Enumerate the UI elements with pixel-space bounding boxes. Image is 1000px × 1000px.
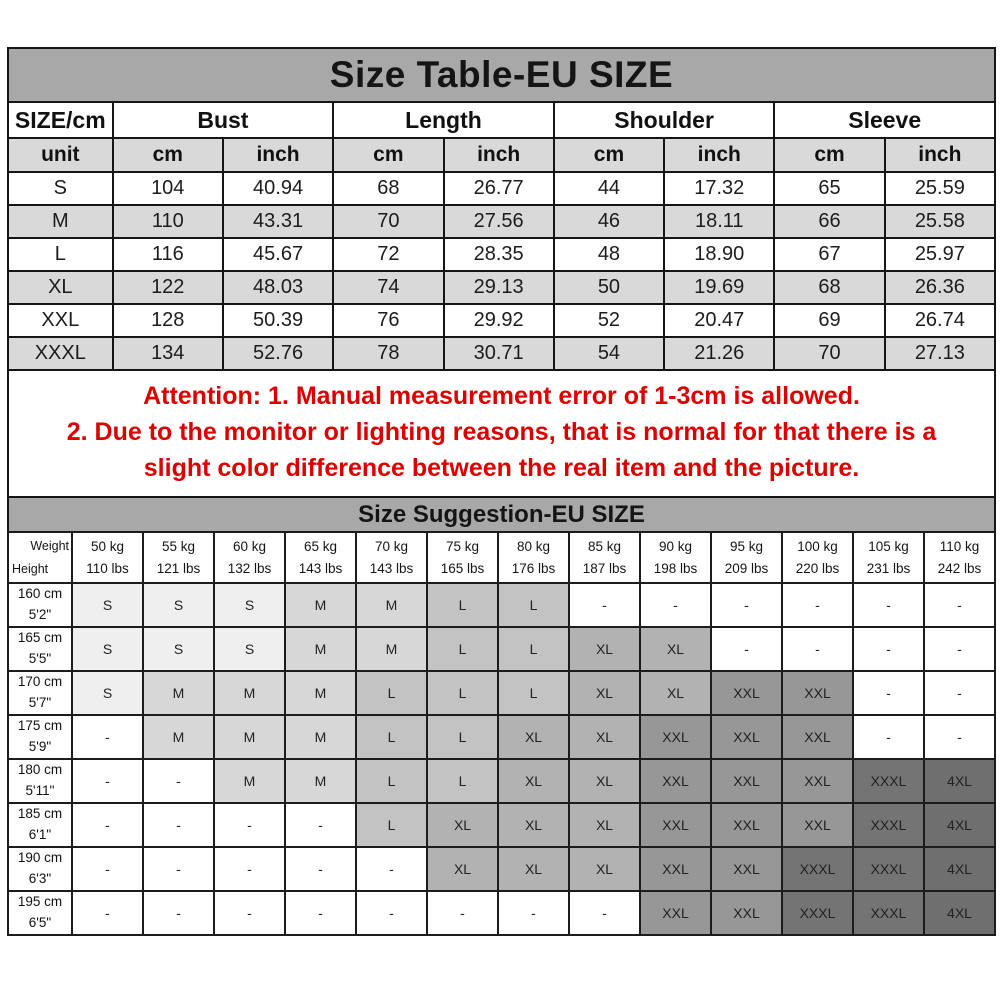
weight-header: [640, 532, 711, 583]
suggestion-cell: -: [924, 583, 995, 627]
weight-kg: 60 kg: [232, 538, 267, 554]
suggestion-row: [8, 803, 995, 847]
weight-lbs: 121 lbs: [156, 560, 201, 576]
suggestion-cell: -: [924, 627, 995, 671]
weight-lbs: 143 lbs: [298, 560, 343, 576]
measurement-cell: 110: [113, 205, 223, 238]
suggestion-title: Size Suggestion-EU SIZE: [7, 496, 996, 533]
suggestion-cell: XL: [498, 803, 569, 847]
suggestion-cell: -: [72, 847, 143, 891]
suggestion-cell: -: [782, 583, 853, 627]
suggestion-cell: M: [356, 627, 427, 671]
height-cm: 175 cm: [17, 718, 63, 734]
suggestion-cell: -: [143, 891, 214, 935]
suggestion-cell: -: [569, 583, 640, 627]
height-ft: 5'5": [28, 651, 52, 666]
suggestion-cell: M: [285, 715, 356, 759]
suggestion-cell: L: [427, 583, 498, 627]
length-header: Length: [333, 102, 554, 138]
suggestion-cell: -: [853, 671, 924, 715]
measurement-cell: 25.59: [885, 172, 995, 205]
attention-line-1: Attention: 1. Manual measurement error of 1-3cm is allowed.: [143, 382, 860, 410]
height-label: [8, 627, 72, 671]
suggestion-cell: XL: [569, 847, 640, 891]
suggestion-row: [8, 583, 995, 627]
suggestion-cell: L: [356, 671, 427, 715]
suggestion-cell: XXL: [640, 803, 711, 847]
measurement-cell: 21.26: [664, 337, 774, 370]
suggestion-cell: L: [498, 583, 569, 627]
suggestion-row: [8, 891, 995, 935]
measurement-cell: 45.67: [223, 238, 333, 271]
measurement-cell: 26.77: [444, 172, 554, 205]
weight-header: [924, 532, 995, 583]
suggestion-cell: XXXL: [853, 891, 924, 935]
suggestion-cell: -: [782, 627, 853, 671]
suggestion-cell: S: [143, 583, 214, 627]
height-ft: 5'11": [25, 783, 55, 798]
suggestion-cell: -: [143, 847, 214, 891]
unit-cell: cm: [333, 138, 443, 172]
suggestion-cell: XXXL: [853, 847, 924, 891]
suggestion-cell: -: [711, 627, 782, 671]
suggestion-cell: -: [640, 583, 711, 627]
suggestion-cell: -: [924, 715, 995, 759]
suggestion-cell: -: [143, 803, 214, 847]
weight-header: [711, 532, 782, 583]
suggestion-cell: -: [285, 847, 356, 891]
size-label: XXL: [8, 304, 113, 337]
measurement-cell: 26.74: [885, 304, 995, 337]
unit-cell: cm: [113, 138, 223, 172]
weight-lbs: 176 lbs: [511, 560, 556, 576]
suggestion-cell: -: [72, 759, 143, 803]
weight-height-corner: [8, 532, 72, 583]
weight-header: [782, 532, 853, 583]
suggestion-cell: -: [356, 847, 427, 891]
measurement-cell: 25.58: [885, 205, 995, 238]
suggestion-cell: -: [214, 847, 285, 891]
measurement-cell: 18.11: [664, 205, 774, 238]
size-table-title: Size Table-EU SIZE: [8, 48, 995, 102]
height-ft: 6'5": [28, 915, 52, 930]
suggestion-cell: XXL: [640, 891, 711, 935]
suggestion-cell: M: [356, 583, 427, 627]
suggestion-cell: -: [72, 891, 143, 935]
suggestion-cell: XL: [498, 847, 569, 891]
suggestion-cell: M: [285, 627, 356, 671]
suggestion-cell: S: [72, 627, 143, 671]
height-cm: 185 cm: [17, 806, 63, 822]
height-cm: 180 cm: [17, 762, 63, 778]
suggestion-cell: XXL: [640, 715, 711, 759]
suggestion-cell: XXL: [711, 715, 782, 759]
suggestion-cell: -: [285, 891, 356, 935]
measurement-cell: 29.92: [444, 304, 554, 337]
measurement-cell: 72: [333, 238, 443, 271]
attention-note: [7, 369, 996, 498]
weight-lbs: 209 lbs: [724, 560, 769, 576]
measurement-cell: 50: [554, 271, 664, 304]
height-ft: 5'7": [28, 695, 52, 710]
measurement-cell: 70: [333, 205, 443, 238]
suggestion-cell: -: [569, 891, 640, 935]
suggestion-cell: L: [356, 715, 427, 759]
measurement-cell: 128: [113, 304, 223, 337]
measurement-cell: 68: [333, 172, 443, 205]
suggestion-cell: XXXL: [782, 847, 853, 891]
suggestion-header-row: [8, 532, 995, 583]
measurement-cell: 43.31: [223, 205, 333, 238]
measurement-cell: 20.47: [664, 304, 774, 337]
suggestion-cell: XL: [498, 715, 569, 759]
suggestion-cell: XXL: [782, 715, 853, 759]
suggestion-cell: XL: [427, 847, 498, 891]
suggestion-cell: S: [143, 627, 214, 671]
measurement-cell: 52: [554, 304, 664, 337]
size-row: [8, 205, 995, 238]
height-cm: 195 cm: [17, 894, 63, 910]
measurement-cell: 122: [113, 271, 223, 304]
size-table-group-header: [8, 102, 995, 138]
measurement-cell: 26.36: [885, 271, 995, 304]
measurement-cell: 50.39: [223, 304, 333, 337]
suggestion-cell: XXL: [782, 671, 853, 715]
measurement-cell: 28.35: [444, 238, 554, 271]
weight-lbs: 110 lbs: [86, 560, 129, 576]
suggestion-cell: XXXL: [782, 891, 853, 935]
measurement-cell: 27.56: [444, 205, 554, 238]
suggestion-cell: -: [853, 715, 924, 759]
suggestion-cell: -: [711, 583, 782, 627]
measurement-cell: 104: [113, 172, 223, 205]
suggestion-row: [8, 715, 995, 759]
unit-cell: inch: [885, 138, 995, 172]
suggestion-cell: -: [285, 803, 356, 847]
suggestion-cell: XL: [569, 715, 640, 759]
weight-lbs: 231 lbs: [866, 560, 911, 576]
measurement-cell: 25.97: [885, 238, 995, 271]
suggestion-row: [8, 627, 995, 671]
size-label: L: [8, 238, 113, 271]
unit-cell: inch: [444, 138, 554, 172]
suggestion-cell: -: [427, 891, 498, 935]
measurement-cell: 52.76: [223, 337, 333, 370]
suggestion-cell: XL: [569, 627, 640, 671]
unit-cell: cm: [554, 138, 664, 172]
measurement-cell: 74: [333, 271, 443, 304]
suggestion-cell: L: [427, 671, 498, 715]
suggestion-cell: M: [285, 759, 356, 803]
measurement-cell: 70: [774, 337, 884, 370]
measurement-cell: 54: [554, 337, 664, 370]
measurement-cell: 30.71: [444, 337, 554, 370]
suggestion-row: [8, 847, 995, 891]
suggestion-cell: L: [356, 759, 427, 803]
measurement-cell: 18.90: [664, 238, 774, 271]
weight-kg: 55 kg: [161, 538, 196, 554]
height-ft: 6'1": [28, 827, 52, 842]
size-label: XL: [8, 271, 113, 304]
height-ft: 5'2": [28, 607, 52, 622]
size-col-header: SIZE/cm: [8, 102, 113, 138]
height-label: [8, 847, 72, 891]
unit-cell: cm: [774, 138, 884, 172]
weight-kg: 75 kg: [445, 538, 480, 554]
suggestion-cell: XXL: [711, 759, 782, 803]
height-corner-label: Height: [12, 562, 49, 576]
suggestion-cell: -: [72, 803, 143, 847]
measurement-cell: 29.13: [444, 271, 554, 304]
weight-kg: 70 kg: [374, 538, 409, 554]
height-label: [8, 803, 72, 847]
suggestion-cell: -: [214, 891, 285, 935]
suggestion-cell: -: [853, 583, 924, 627]
weight-kg: 50 kg: [90, 538, 125, 554]
height-label: [8, 583, 72, 627]
height-cm: 190 cm: [17, 850, 63, 866]
suggestion-cell: XXXL: [853, 759, 924, 803]
suggestion-cell: XL: [498, 759, 569, 803]
suggestion-cell: 4XL: [924, 847, 995, 891]
suggestion-cell: XXL: [711, 803, 782, 847]
suggestion-cell: 4XL: [924, 891, 995, 935]
weight-header: [427, 532, 498, 583]
height-label: [8, 759, 72, 803]
size-row: [8, 238, 995, 271]
suggestion-cell: XXXL: [853, 803, 924, 847]
height-cm: 165 cm: [17, 630, 63, 646]
unit-cell: inch: [223, 138, 333, 172]
weight-lbs: 165 lbs: [440, 560, 485, 576]
suggestion-cell: XL: [569, 803, 640, 847]
weight-kg: 90 kg: [658, 538, 693, 554]
size-label: M: [8, 205, 113, 238]
weight-kg: 80 kg: [516, 538, 551, 554]
suggestion-cell: M: [214, 671, 285, 715]
measurement-cell: 76: [333, 304, 443, 337]
size-row: [8, 304, 995, 337]
measurement-cell: 46: [554, 205, 664, 238]
suggestion-cell: M: [285, 583, 356, 627]
weight-lbs: 187 lbs: [582, 560, 627, 576]
suggestion-cell: XL: [569, 759, 640, 803]
suggestion-cell: L: [427, 759, 498, 803]
size-row: [8, 172, 995, 205]
weight-kg: 85 kg: [587, 538, 622, 554]
suggestion-cell: -: [924, 671, 995, 715]
height-label: [8, 715, 72, 759]
suggestion-cell: 4XL: [924, 759, 995, 803]
measurement-cell: 69: [774, 304, 884, 337]
size-label: S: [8, 172, 113, 205]
weight-lbs: 143 lbs: [369, 560, 414, 576]
height-label: [8, 671, 72, 715]
suggestion-cell: XL: [640, 627, 711, 671]
weight-header: [72, 532, 143, 583]
weight-kg: 100 kg: [797, 538, 838, 554]
weight-lbs: 132 lbs: [227, 560, 272, 576]
suggestion-cell: -: [356, 891, 427, 935]
size-row: [8, 337, 995, 370]
unit-cell: inch: [664, 138, 774, 172]
weight-lbs: 220 lbs: [795, 560, 840, 576]
weight-kg: 65 kg: [303, 538, 338, 554]
suggestion-cell: L: [356, 803, 427, 847]
weight-kg: 105 kg: [868, 538, 909, 554]
measurement-cell: 65: [774, 172, 884, 205]
suggestion-cell: XL: [569, 671, 640, 715]
weight-kg: 110 kg: [939, 538, 980, 554]
weight-header: [569, 532, 640, 583]
measurement-cell: 134: [113, 337, 223, 370]
suggestion-cell: L: [427, 627, 498, 671]
height-cm: 160 cm: [17, 586, 63, 602]
suggestion-cell: XL: [427, 803, 498, 847]
suggestion-cell: M: [285, 671, 356, 715]
height-label: [8, 891, 72, 935]
shoulder-header: Shoulder: [554, 102, 775, 138]
weight-header: [143, 532, 214, 583]
size-chart-page: [7, 0, 996, 936]
weight-lbs: 242 lbs: [937, 560, 982, 576]
suggestion-cell: M: [214, 715, 285, 759]
suggestion-cell: 4XL: [924, 803, 995, 847]
sleeve-header: Sleeve: [774, 102, 995, 138]
measurement-cell: 27.13: [885, 337, 995, 370]
attention-line-2: 2. Due to the monitor or lighting reasons, that is normal for that there is a: [66, 418, 937, 446]
suggestion-cell: L: [498, 627, 569, 671]
size-row: [8, 271, 995, 304]
suggestion-cell: L: [427, 715, 498, 759]
weight-corner-label: Weight: [30, 539, 69, 553]
suggestion-cell: M: [214, 759, 285, 803]
weight-lbs: 198 lbs: [653, 560, 698, 576]
measurement-cell: 17.32: [664, 172, 774, 205]
suggestion-cell: XL: [640, 671, 711, 715]
suggestion-cell: XXL: [711, 891, 782, 935]
suggestion-cell: XXL: [782, 759, 853, 803]
suggestion-cell: -: [72, 715, 143, 759]
measurement-cell: 78: [333, 337, 443, 370]
measurement-cell: 44: [554, 172, 664, 205]
measurement-cell: 19.69: [664, 271, 774, 304]
measurement-cell: 48: [554, 238, 664, 271]
suggestion-cell: S: [72, 583, 143, 627]
suggestion-cell: S: [214, 627, 285, 671]
weight-header: [356, 532, 427, 583]
measurement-cell: 67: [774, 238, 884, 271]
suggestion-cell: S: [72, 671, 143, 715]
bust-header: Bust: [113, 102, 334, 138]
suggestion-row: [8, 671, 995, 715]
unit-header-row: [8, 138, 995, 172]
suggestion-cell: XXL: [640, 759, 711, 803]
height-cm: 170 cm: [17, 674, 63, 690]
suggestion-cell: -: [853, 627, 924, 671]
suggestion-cell: L: [498, 671, 569, 715]
suggestion-cell: -: [498, 891, 569, 935]
suggestion-cell: XXL: [711, 847, 782, 891]
size-label: XXXL: [8, 337, 113, 370]
suggestion-cell: XXL: [640, 847, 711, 891]
suggestion-cell: M: [143, 671, 214, 715]
suggestion-cell: -: [214, 803, 285, 847]
measurement-cell: 116: [113, 238, 223, 271]
suggestion-cell: -: [143, 759, 214, 803]
measurement-cell: 68: [774, 271, 884, 304]
suggestion-row: [8, 759, 995, 803]
measurement-cell: 66: [774, 205, 884, 238]
size-suggestion-table: [7, 531, 996, 936]
weight-kg: 95 kg: [729, 538, 764, 554]
measurement-cell: 48.03: [223, 271, 333, 304]
height-ft: 6'3": [28, 871, 52, 886]
weight-header: [285, 532, 356, 583]
weight-header: [853, 532, 924, 583]
measurement-cell: 40.94: [223, 172, 333, 205]
suggestion-cell: M: [143, 715, 214, 759]
weight-header: [498, 532, 569, 583]
suggestion-cell: XXL: [782, 803, 853, 847]
suggestion-cell: XXL: [711, 671, 782, 715]
unit-label: unit: [8, 138, 113, 172]
weight-header: [214, 532, 285, 583]
suggestion-cell: S: [214, 583, 285, 627]
height-ft: 5'9": [28, 739, 52, 754]
size-table: [7, 47, 996, 371]
attention-line-3: slight color difference between the real item and the picture.: [143, 454, 860, 482]
